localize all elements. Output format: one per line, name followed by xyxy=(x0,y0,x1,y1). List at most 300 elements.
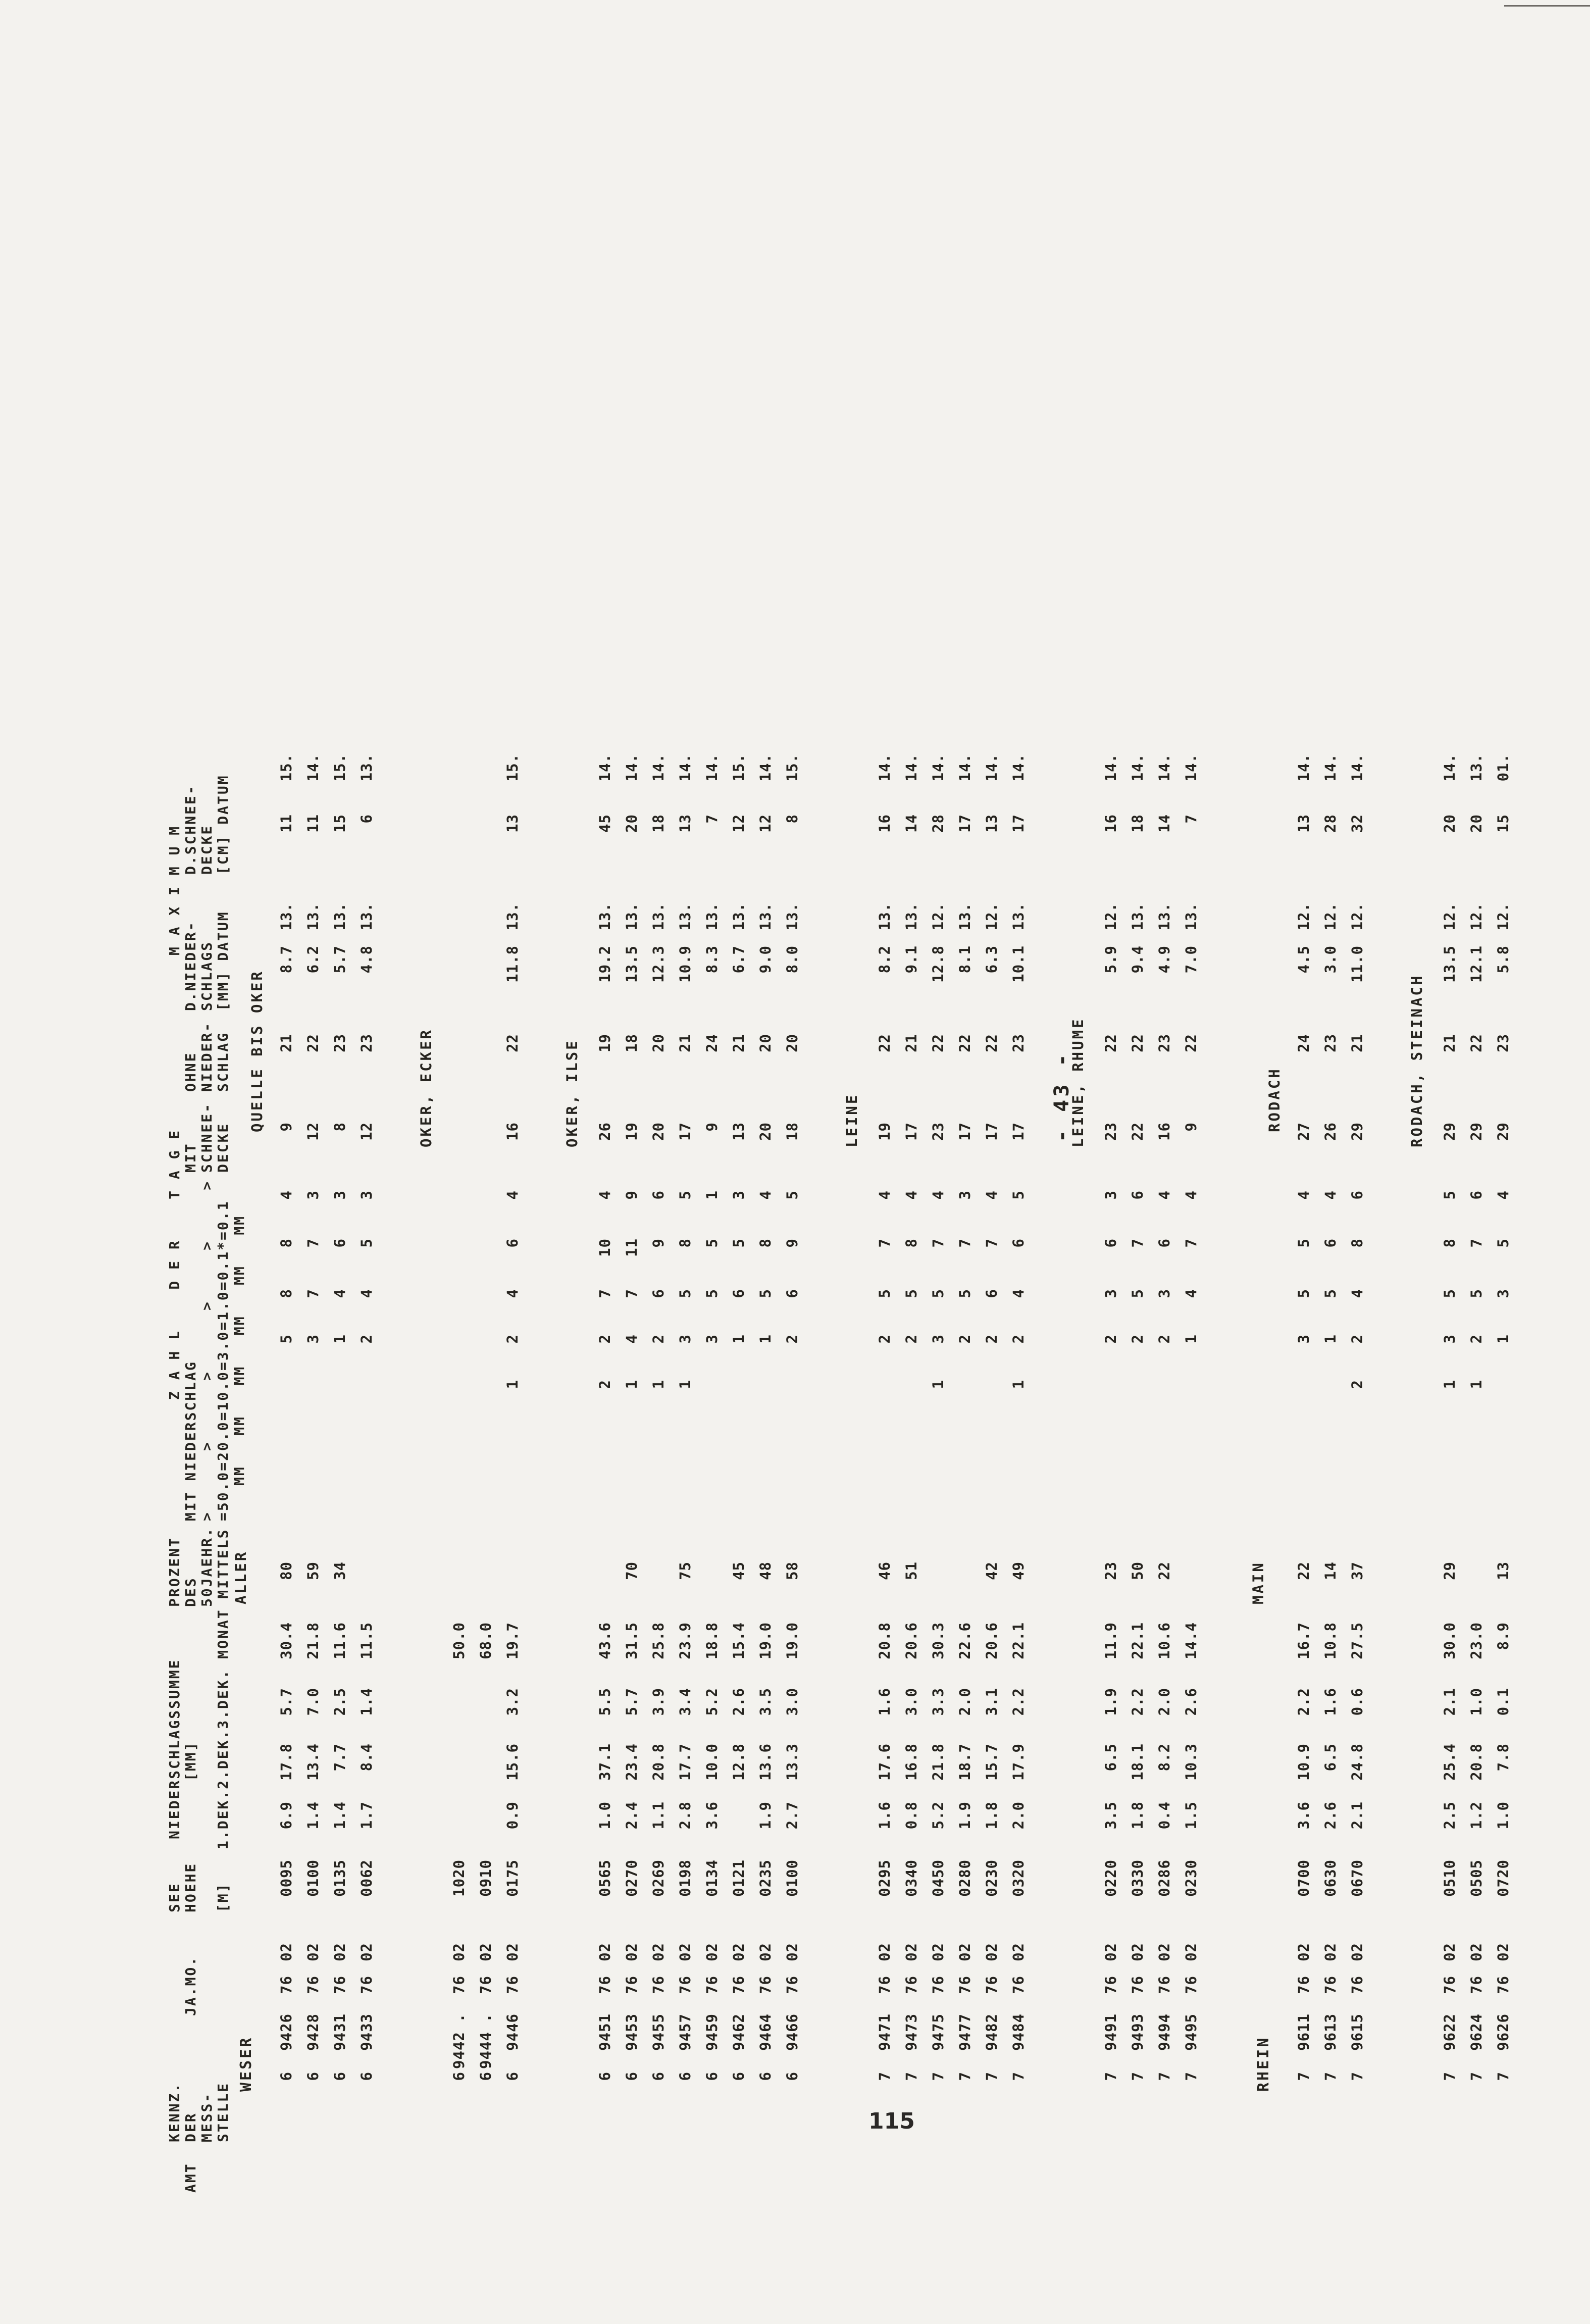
cell-hoehe: 0720 xyxy=(1495,1859,1512,1897)
cell-d1: 1.6 xyxy=(876,1801,893,1830)
footer-page-number: 115 xyxy=(868,2108,915,2134)
cell-kennz: 9431 xyxy=(331,2013,348,2051)
cell-ja: 76 xyxy=(1156,1976,1173,1994)
cell-maxsd: 14. xyxy=(876,753,893,782)
cell-z3: 5 xyxy=(956,1289,973,1298)
cell-ja: 76 xyxy=(596,1976,613,1994)
cell-z1: 7 xyxy=(930,1238,947,1248)
cell-d3: 2.0 xyxy=(956,1688,973,1716)
cell-maxn: 9.4 xyxy=(1129,945,1146,974)
cell-z1: 6 xyxy=(1102,1238,1119,1248)
cell-maxnd: 13. xyxy=(757,902,774,931)
header-kennz-line: DER xyxy=(182,2112,199,2142)
cell-schnee: 26 xyxy=(1322,1122,1339,1141)
cell-ja: 76 xyxy=(1102,1976,1119,1994)
cell-d1: 3.6 xyxy=(1295,1801,1312,1830)
cell-z10: 3 xyxy=(930,1334,947,1344)
cell-maxs: 45 xyxy=(596,814,613,833)
cell-z3: 5 xyxy=(703,1289,721,1298)
cell-maxn: 8.0 xyxy=(784,945,801,974)
cell-hoehe: 0450 xyxy=(930,1859,947,1897)
cell-amt: 6 xyxy=(650,2072,667,2081)
cell-maxs: 7 xyxy=(703,814,721,824)
header-kennz-line: MESS- xyxy=(198,2092,215,2142)
cell-maxn: 13.5 xyxy=(623,945,640,983)
cell-d1: 1.1 xyxy=(650,1801,667,1830)
cell-d2: 8.4 xyxy=(358,1743,375,1772)
cell-z1: 5 xyxy=(1295,1238,1312,1248)
cell-d2: 6.5 xyxy=(1102,1743,1119,1772)
header-mit-schneedecke-line: SCHNEE- xyxy=(198,1102,215,1173)
cell-z10: 1 xyxy=(1183,1334,1200,1344)
cell-hoehe: 0230 xyxy=(1183,1859,1200,1897)
cell-maxsd: 14. xyxy=(1156,753,1173,782)
cell-ohne: 20 xyxy=(650,1034,667,1052)
cell-d1: 0.4 xyxy=(1156,1801,1173,1830)
cell-monat: 21.8 xyxy=(304,1622,322,1659)
cell-d1: 5.2 xyxy=(930,1801,947,1830)
cell-ja: 76 xyxy=(331,1976,348,1994)
cell-z3: 7 xyxy=(596,1289,613,1298)
cell-maxn: 6.2 xyxy=(304,945,322,974)
river-name: LEINE, RHUME xyxy=(1069,1017,1087,1147)
cell-monat: 23.0 xyxy=(1468,1622,1485,1659)
cell-z1: 7 xyxy=(876,1238,893,1248)
cell-ja: 76 xyxy=(903,1976,920,1994)
cell-z1: 11 xyxy=(623,1238,640,1257)
cell-amt: 6 xyxy=(730,2072,747,2081)
cell-z1: 6 xyxy=(1010,1238,1027,1248)
cell-mo: 02 xyxy=(784,1943,801,1961)
cell-kennz: 9475 xyxy=(930,2013,947,2051)
cell-monat: 20.8 xyxy=(876,1622,893,1659)
cell-d2: 17.8 xyxy=(278,1743,295,1781)
cell-z3: 3 xyxy=(1102,1289,1119,1298)
cell-maxnd: 12. xyxy=(1441,902,1458,931)
cell-d1: 3.5 xyxy=(1102,1801,1119,1830)
cell-schnee: 9 xyxy=(703,1122,721,1132)
cell-hoehe: 0100 xyxy=(784,1859,801,1897)
cell-kennz: 9464 xyxy=(757,2013,774,2051)
cell-maxs: 7 xyxy=(1183,814,1200,824)
cell-z3: 6 xyxy=(650,1289,667,1298)
cell-ja: 76 xyxy=(677,1976,694,1994)
cell-hoehe: 0330 xyxy=(1129,1859,1146,1897)
cell-d3: 1.4 xyxy=(358,1688,375,1716)
cell-z1: 9 xyxy=(650,1238,667,1248)
cell-d1: 2.4 xyxy=(623,1801,640,1830)
cell-monat: 11.6 xyxy=(331,1622,348,1659)
cell-z20: 1 xyxy=(930,1380,947,1389)
cell-ja: 76 xyxy=(1010,1976,1027,1994)
header-ja-mo: JA.MO. xyxy=(182,1955,199,2016)
header-prozent-line: PROZENT xyxy=(166,1536,183,1607)
cell-z10: 2 xyxy=(956,1334,973,1344)
cell-monat: 23.9 xyxy=(677,1622,694,1659)
cell-maxs: 20 xyxy=(623,814,640,833)
cell-ja: 76 xyxy=(450,1976,468,1994)
cell-prozent: 50 xyxy=(1129,1561,1146,1580)
cell-maxs: 20 xyxy=(1468,814,1485,833)
cell-mo: 02 xyxy=(504,1943,521,1961)
cell-hoehe: 0510 xyxy=(1441,1859,1458,1897)
cell-d1: 6.9 xyxy=(278,1801,295,1830)
cell-maxn: 9.0 xyxy=(757,945,774,974)
cell-d2: 13.4 xyxy=(304,1743,322,1781)
cell-schnee: 29 xyxy=(1495,1122,1512,1141)
cell-schnee: 9 xyxy=(1183,1122,1200,1132)
cell-ohne: 19 xyxy=(596,1034,613,1052)
cell-z20: 1 xyxy=(1468,1380,1485,1389)
cell-z10: 2 xyxy=(1129,1334,1146,1344)
cell-ohne: 21 xyxy=(903,1034,920,1052)
cell-maxn: 4.5 xyxy=(1295,945,1312,974)
cell-maxs: 12 xyxy=(730,814,747,833)
cell-monat: 20.6 xyxy=(903,1622,920,1659)
page-number: - 43 - xyxy=(1050,1051,1073,1142)
cell-monat: 68.0 xyxy=(477,1622,494,1659)
cell-z3: 4 xyxy=(331,1289,348,1298)
cell-maxsd: 01. xyxy=(1495,753,1512,782)
river-name: OKER, ILSE xyxy=(563,1039,581,1147)
cell-maxn: 6.7 xyxy=(730,945,747,974)
cell-prozent: 51 xyxy=(903,1561,920,1580)
cell-maxn: 8.1 xyxy=(956,945,973,974)
cell-maxsd: 14. xyxy=(1102,753,1119,782)
cell-prozent: 34 xyxy=(331,1561,348,1580)
cell-ja: 76 xyxy=(304,1976,322,1994)
cell-d1: 1.0 xyxy=(1495,1801,1512,1830)
cell-schnee: 17 xyxy=(956,1122,973,1141)
cell-amt: 7 xyxy=(956,2072,973,2081)
header-see-hoehe-line: [M] xyxy=(215,1882,231,1912)
cell-maxn: 6.3 xyxy=(983,945,1000,974)
header-zahl-line: =50.0=20.0=10.0=3.0=1.0=0.1*=0.1 xyxy=(215,1200,231,1521)
header-kennz-line: KENNZ. xyxy=(166,2082,183,2142)
cell-mo: 02 xyxy=(650,1943,667,1961)
cell-z01: 4 xyxy=(1183,1190,1200,1200)
cell-kennz: 9446 xyxy=(504,2013,521,2051)
cell-hoehe: 0198 xyxy=(677,1859,694,1897)
cell-mo: 02 xyxy=(1010,1943,1027,1961)
cell-z1: 7 xyxy=(1468,1238,1485,1248)
cell-maxnd: 13. xyxy=(703,902,721,931)
cell-z10: 2 xyxy=(504,1334,521,1344)
cell-monat: 50.0 xyxy=(450,1622,468,1659)
cell-ohne: 22 xyxy=(1129,1034,1146,1052)
cell-schnee: 18 xyxy=(784,1122,801,1141)
cell-ja: 76 xyxy=(504,1976,521,1994)
header-niederschlagssumme: NIEDERSCHLAGSSUMME xyxy=(166,1658,183,1839)
cell-d1: 1.2 xyxy=(1468,1801,1485,1830)
cell-amt: 6 xyxy=(703,2072,721,2081)
cell-z20: 1 xyxy=(1441,1380,1458,1389)
cell-d2: 20.8 xyxy=(1468,1743,1485,1781)
cell-ohne: 21 xyxy=(1441,1034,1458,1052)
cell-d3: 3.9 xyxy=(650,1688,667,1716)
cell-monat: 14.4 xyxy=(1183,1622,1200,1659)
cell-hoehe: 0134 xyxy=(703,1859,721,1897)
cell-d2: 7.8 xyxy=(1495,1743,1512,1772)
cell-z10: 2 xyxy=(358,1334,375,1344)
cell-z3: 3 xyxy=(1156,1289,1173,1298)
cell-d3: 0.6 xyxy=(1349,1688,1366,1716)
cell-schnee: 13 xyxy=(730,1122,747,1141)
cell-kennz: 9493 xyxy=(1129,2013,1146,2051)
cell-d1: 2.1 xyxy=(1349,1801,1366,1830)
cell-maxsd: 13. xyxy=(1468,753,1485,782)
cell-d2: 17.6 xyxy=(876,1743,893,1781)
cell-d2: 21.8 xyxy=(930,1743,947,1781)
cell-mo: 02 xyxy=(876,1943,893,1961)
cell-hoehe: 0095 xyxy=(278,1859,295,1897)
cell-maxn: 12.8 xyxy=(930,945,947,983)
cell-z01: 3 xyxy=(331,1190,348,1200)
cell-amt: 6 xyxy=(784,2072,801,2081)
cell-maxs: 16 xyxy=(1102,814,1119,833)
cell-maxsd: 14. xyxy=(677,753,694,782)
cell-maxs: 15 xyxy=(331,814,348,833)
cell-amt: 6 xyxy=(331,2072,348,2081)
cell-monat: 16.7 xyxy=(1295,1622,1312,1659)
cell-amt: 6 xyxy=(757,2072,774,2081)
cell-prozent: 45 xyxy=(730,1561,747,1580)
cell-z10: 2 xyxy=(1349,1334,1366,1344)
cell-maxsd: 14. xyxy=(903,753,920,782)
cell-prozent: 22 xyxy=(1156,1561,1173,1580)
cell-mo: 02 xyxy=(358,1943,375,1961)
cell-ohne: 20 xyxy=(784,1034,801,1052)
cell-z01: 4 xyxy=(1322,1190,1339,1200)
cell-mo: 02 xyxy=(304,1943,322,1961)
cell-d1: 2.0 xyxy=(1010,1801,1027,1830)
cell-z3: 4 xyxy=(1010,1289,1027,1298)
cell-z10: 5 xyxy=(278,1334,295,1344)
cell-kennz: 9444 . xyxy=(477,2013,494,2069)
cell-kennz: 9484 xyxy=(1010,2013,1027,2051)
cell-ohne: 22 xyxy=(504,1034,521,1052)
cell-maxn: 10.1 xyxy=(1010,945,1027,983)
cell-maxnd: 13. xyxy=(730,902,747,931)
cell-kennz: 9495 xyxy=(1183,2013,1200,2051)
cell-amt: 7 xyxy=(903,2072,920,2081)
cell-hoehe: 0700 xyxy=(1295,1859,1312,1897)
cell-maxs: 11 xyxy=(278,814,295,833)
cell-hoehe: 0235 xyxy=(757,1859,774,1897)
cell-monat: 22.6 xyxy=(956,1622,973,1659)
cell-amt: 7 xyxy=(1468,2072,1485,2081)
cell-d1: 2.8 xyxy=(677,1801,694,1830)
cell-monat: 22.1 xyxy=(1129,1622,1146,1659)
header-kennz-line: STELLE xyxy=(215,2082,231,2142)
cell-d3: 5.7 xyxy=(278,1688,295,1716)
cell-kennz: 9611 xyxy=(1295,2013,1312,2051)
cell-monat: 10.6 xyxy=(1156,1622,1173,1659)
cell-ja: 76 xyxy=(623,1976,640,1994)
header-prozent-line: DES xyxy=(182,1577,199,1607)
cell-maxn: 13.5 xyxy=(1441,945,1458,983)
cell-ja: 76 xyxy=(1322,1976,1339,1994)
cell-schnee: 20 xyxy=(757,1122,774,1141)
cell-mo: 02 xyxy=(930,1943,947,1961)
cell-mo: 02 xyxy=(450,1943,468,1961)
cell-z01: 4 xyxy=(930,1190,947,1200)
cell-z1: 8 xyxy=(1349,1238,1366,1248)
cell-maxnd: 13. xyxy=(650,902,667,931)
cell-amt: 7 xyxy=(1322,2072,1339,2081)
header-ohne-niederschlag-line: OHNE xyxy=(182,1051,199,1092)
cell-kennz: 9453 xyxy=(623,2013,640,2051)
header-max-schneedecke-line: D.SCHNEE- xyxy=(182,784,199,875)
cell-maxsd: 14. xyxy=(1183,753,1200,782)
cell-z3: 6 xyxy=(983,1289,1000,1298)
cell-ja: 76 xyxy=(1129,1976,1146,1994)
cell-maxnd: 12. xyxy=(930,902,947,931)
cell-schnee: 12 xyxy=(304,1122,322,1141)
cell-ja: 76 xyxy=(876,1976,893,1994)
cell-hoehe: 0320 xyxy=(1010,1859,1027,1897)
cell-d2: 17.9 xyxy=(1010,1743,1027,1781)
cell-amt: 6 xyxy=(450,2072,468,2081)
cell-kennz: 9457 xyxy=(677,2013,694,2051)
cell-prozent: 70 xyxy=(623,1561,640,1580)
cell-z3: 4 xyxy=(358,1289,375,1298)
cell-maxs: 32 xyxy=(1349,814,1366,833)
cell-amt: 6 xyxy=(623,2072,640,2081)
cell-mo: 02 xyxy=(623,1943,640,1961)
cell-mo: 02 xyxy=(757,1943,774,1961)
cell-amt: 7 xyxy=(876,2072,893,2081)
cell-maxs: 6 xyxy=(358,814,375,824)
cell-z1: 5 xyxy=(1495,1238,1512,1248)
cell-hoehe: 1020 xyxy=(450,1859,468,1897)
cell-z1: 7 xyxy=(304,1238,322,1248)
cell-maxsd: 14. xyxy=(757,753,774,782)
cell-maxnd: 13. xyxy=(1183,902,1200,931)
cell-d3: 3.0 xyxy=(903,1688,920,1716)
cell-maxs: 13 xyxy=(504,814,521,833)
cell-z10: 3 xyxy=(304,1334,322,1344)
cell-d2: 10.0 xyxy=(703,1743,721,1781)
cell-monat: 19.0 xyxy=(757,1622,774,1659)
cell-hoehe: 0220 xyxy=(1102,1859,1119,1897)
cell-hoehe: 0100 xyxy=(304,1859,322,1897)
cell-z01: 4 xyxy=(757,1190,774,1200)
cell-prozent: 13 xyxy=(1495,1561,1512,1580)
cell-z01: 4 xyxy=(983,1190,1000,1200)
cell-maxnd: 13. xyxy=(1129,902,1146,931)
cell-mo: 02 xyxy=(730,1943,747,1961)
cell-maxn: 11.8 xyxy=(504,945,521,983)
cell-mo: 02 xyxy=(956,1943,973,1961)
cell-d1: 0.8 xyxy=(903,1801,920,1830)
header-zahl-line: > > > > > > xyxy=(198,1180,215,1521)
cell-maxsd: 15. xyxy=(504,753,521,782)
cell-maxn: 4.8 xyxy=(358,945,375,974)
cell-z1: 8 xyxy=(1441,1238,1458,1248)
cell-z10: 1 xyxy=(730,1334,747,1344)
cell-z1: 6 xyxy=(1156,1238,1173,1248)
cell-d3: 2.2 xyxy=(1295,1688,1312,1716)
cell-maxnd: 13. xyxy=(304,902,322,931)
cell-kennz: 9473 xyxy=(903,2013,920,2051)
cell-ohne: 23 xyxy=(1322,1034,1339,1052)
cell-hoehe: 0121 xyxy=(730,1859,747,1897)
cell-prozent: 59 xyxy=(304,1561,322,1580)
cell-z3: 5 xyxy=(903,1289,920,1298)
cell-ja: 76 xyxy=(1468,1976,1485,1994)
cell-kennz: 9613 xyxy=(1322,2013,1339,2051)
cell-maxnd: 13. xyxy=(504,902,521,931)
cell-d1: 2.6 xyxy=(1322,1801,1339,1830)
cell-ohne: 23 xyxy=(1010,1034,1027,1052)
cell-z10: 2 xyxy=(784,1334,801,1344)
cell-z1: 7 xyxy=(1183,1238,1200,1248)
cell-ohne: 22 xyxy=(876,1034,893,1052)
cell-d3: 5.2 xyxy=(703,1688,721,1716)
header-zahl-line: MM MM MM MM MM MM xyxy=(231,1215,247,1486)
cell-mo: 02 xyxy=(1183,1943,1200,1961)
cell-kennz: 9624 xyxy=(1468,2013,1485,2051)
header-mit-schneedecke-line: DECKE xyxy=(215,1122,231,1173)
cell-d1: 3.6 xyxy=(703,1801,721,1830)
cell-prozent: 75 xyxy=(677,1561,694,1580)
cell-d3: 3.5 xyxy=(757,1688,774,1716)
cell-amt: 7 xyxy=(1010,2072,1027,2081)
cell-d2: 10.3 xyxy=(1183,1743,1200,1781)
cell-amt: 6 xyxy=(504,2072,521,2081)
cell-maxsd: 13. xyxy=(358,753,375,782)
cell-ja: 76 xyxy=(477,1976,494,1994)
cell-ja: 76 xyxy=(1495,1976,1512,1994)
cell-z01: 5 xyxy=(1010,1190,1027,1200)
cell-prozent: 23 xyxy=(1102,1561,1119,1580)
cell-maxs: 20 xyxy=(1441,814,1458,833)
cell-d2: 18.1 xyxy=(1129,1743,1146,1781)
cell-maxn: 19.2 xyxy=(596,945,613,983)
cell-d3: 2.6 xyxy=(730,1688,747,1716)
cell-z01: 4 xyxy=(1495,1190,1512,1200)
header-max-niederschlag-line: [MM] DATUM xyxy=(215,911,231,1011)
cell-d3: 2.2 xyxy=(1129,1688,1146,1716)
cell-z01: 4 xyxy=(596,1190,613,1200)
cell-ohne: 22 xyxy=(956,1034,973,1052)
cell-d1: 1.9 xyxy=(956,1801,973,1830)
cell-mo: 02 xyxy=(278,1943,295,1961)
cell-ohne: 21 xyxy=(677,1034,694,1052)
cell-maxn: 8.3 xyxy=(703,945,721,974)
cell-z3: 5 xyxy=(1468,1289,1485,1298)
cell-hoehe: 0340 xyxy=(903,1859,920,1897)
cell-maxs: 8 xyxy=(784,814,801,824)
cell-z10: 2 xyxy=(983,1334,1000,1344)
cell-d2: 18.7 xyxy=(956,1743,973,1781)
cell-ja: 76 xyxy=(930,1976,947,1994)
cell-maxnd: 12. xyxy=(1102,902,1119,931)
cell-z1: 7 xyxy=(983,1238,1000,1248)
cell-prozent: 49 xyxy=(1010,1561,1027,1580)
cell-schnee: 17 xyxy=(983,1122,1000,1141)
cell-prozent: 29 xyxy=(1441,1561,1458,1580)
cell-kennz: 9491 xyxy=(1102,2013,1119,2051)
cell-ohne: 22 xyxy=(930,1034,947,1052)
cell-monat: 22.1 xyxy=(1010,1622,1027,1659)
cell-maxn: 4.9 xyxy=(1156,945,1173,974)
cell-maxn: 12.1 xyxy=(1468,945,1485,983)
header-ohne-niederschlag-line: NIEDER- xyxy=(198,1021,215,1092)
cell-ohne: 24 xyxy=(1295,1034,1312,1052)
cell-z3: 6 xyxy=(784,1289,801,1298)
